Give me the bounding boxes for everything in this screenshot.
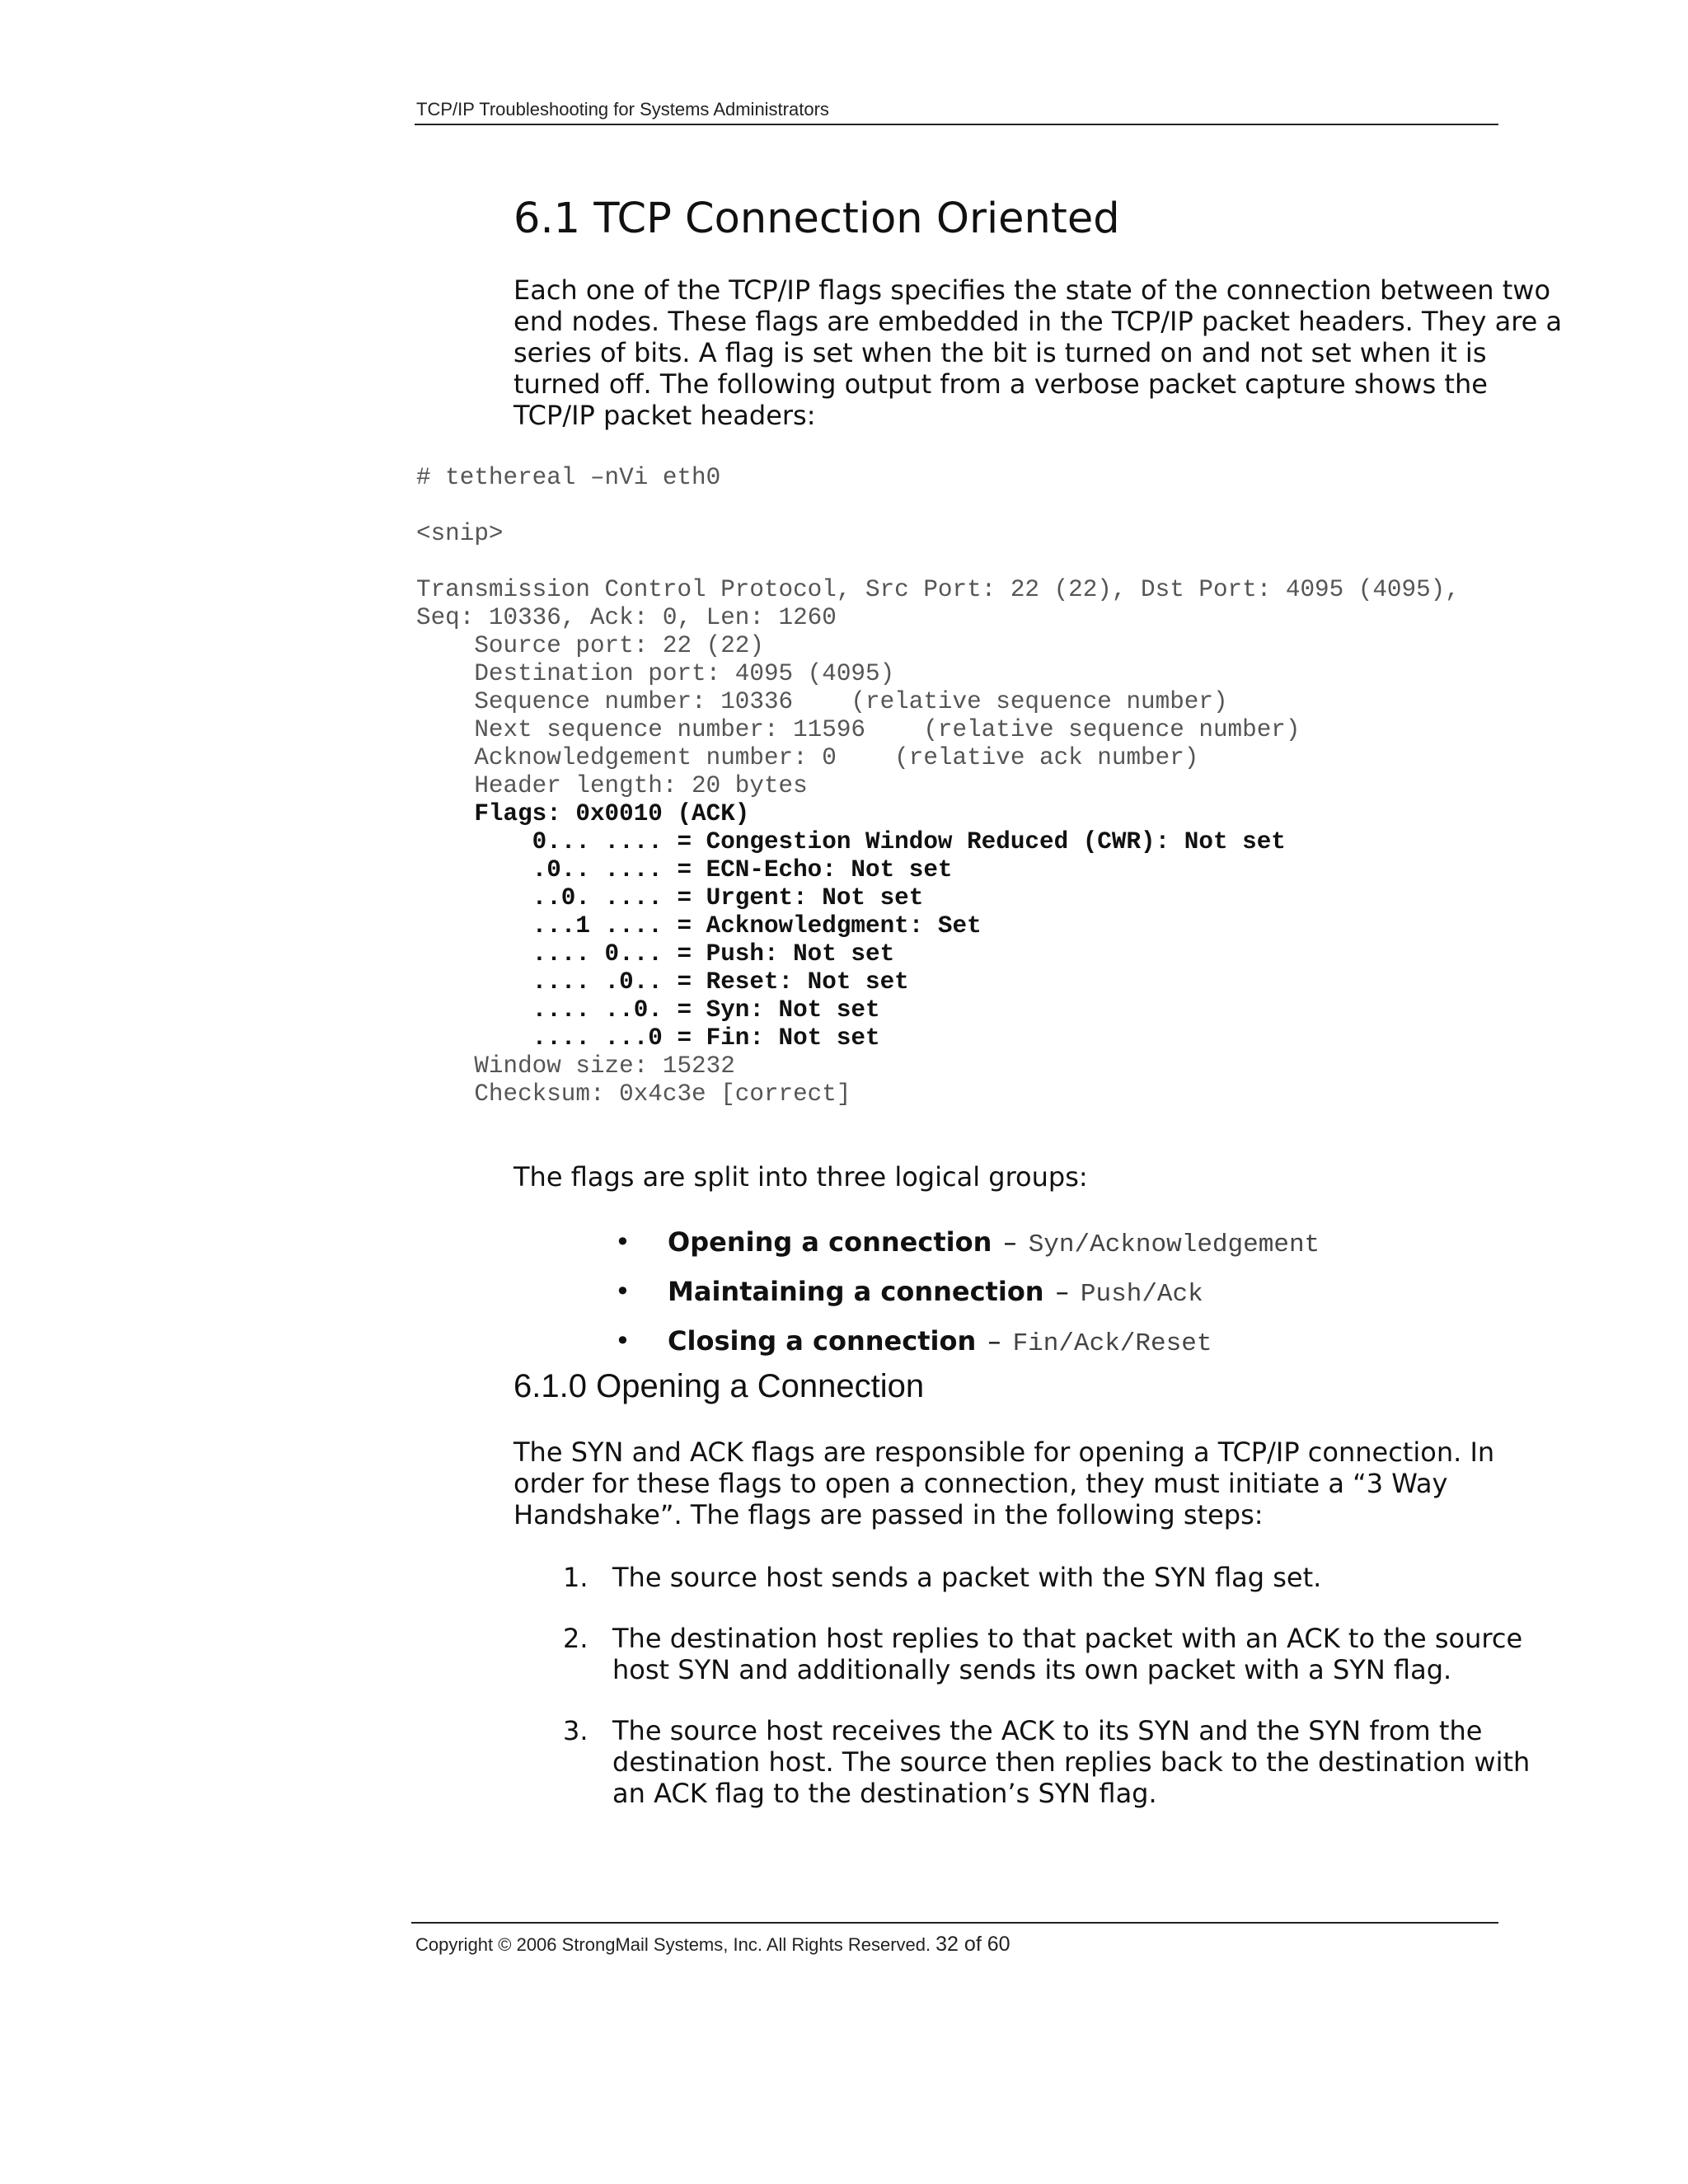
- step-line: The source host sends a packet with the SYN flag set.: [612, 1562, 1322, 1593]
- capture-flags-line: Flags: 0x0010 (ACK): [416, 800, 750, 827]
- capture-line: Destination port: 4095 (4095): [416, 660, 895, 687]
- group-dash: –: [1003, 1226, 1017, 1258]
- bullet-icon: •: [615, 1276, 631, 1307]
- capture-flag-bit: .... ..0. = Syn: Not set: [416, 996, 880, 1024]
- step-line: destination host. The source then replies back to the destination with: [612, 1746, 1531, 1778]
- intro-paragraph: [513, 274, 1563, 431]
- capture-line: Sequence number: 10336 (relative sequence number): [416, 688, 1228, 715]
- paragraph-line: Handshake”. The flags are passed in the following steps:: [513, 1499, 1264, 1530]
- capture-flag-bit: 0... .... = Congestion Window Reduced (CWR): Not set: [416, 828, 1286, 855]
- step-number: 2.: [563, 1623, 588, 1654]
- step-number: 1.: [563, 1562, 588, 1593]
- step-line: The destination host replies to that packet with an ACK to the source: [612, 1623, 1523, 1654]
- capture-flag-bit: .... 0... = Push: Not set: [416, 940, 895, 968]
- group-label: Opening a connection: [668, 1226, 992, 1258]
- footer-rule: [411, 1922, 1498, 1924]
- group-detail: Syn/Acknowledgement: [1028, 1230, 1320, 1259]
- paragraph-line: order for these flags to open a connection, they must initiate a “3 Way: [513, 1468, 1448, 1499]
- copyright-notice: Copyright © 2006 StrongMail Systems, Inc. All Rights Reserved.: [415, 1934, 931, 1955]
- bullet-icon: •: [615, 1226, 631, 1258]
- capture-line: Seq: 10336, Ack: 0, Len: 1260: [416, 604, 837, 631]
- group-dash: –: [1055, 1276, 1069, 1307]
- capture-line: Acknowledgement number: 0 (relative ack number): [416, 744, 1199, 771]
- capture-line: Next sequence number: 11596 (relative sequence number): [416, 716, 1301, 743]
- group-detail: Push/Ack: [1080, 1280, 1203, 1309]
- capture-line: Checksum: 0x4c3e [correct]: [416, 1080, 851, 1108]
- intro-line: end nodes. These flags are embedded in the TCP/IP packet headers. They are a: [513, 306, 1563, 337]
- group-detail: Fin/Ack/Reset: [1012, 1329, 1212, 1358]
- page-number: 32 of 60: [935, 1933, 1010, 1956]
- intro-line: series of bits. A flag is set when the bit is turned on and not set when it is: [513, 337, 1487, 368]
- capture-line: Window size: 15232: [416, 1052, 735, 1080]
- groups-intro: The flags are split into three logical groups:: [513, 1161, 1088, 1193]
- capture-flag-bit: ...1 .... = Acknowledgment: Set: [416, 912, 982, 940]
- step-text: [612, 1623, 1522, 1685]
- step-line: host SYN and additionally sends its own packet with a SYN flag.: [612, 1654, 1452, 1685]
- subsection-heading: 6.1.0 Opening a Connection: [513, 1368, 925, 1404]
- group-dash: –: [987, 1325, 1001, 1357]
- capture-flag-bit: .... ...0 = Fin: Not set: [416, 1024, 880, 1052]
- paragraph-line: The SYN and ACK flags are responsible for opening a TCP/IP connection. In: [513, 1436, 1495, 1468]
- intro-line: turned off. The following output from a verbose packet capture shows the: [513, 368, 1488, 400]
- bullet-icon: •: [615, 1325, 631, 1357]
- group-label: Closing a connection: [668, 1325, 977, 1357]
- capture-snip: <snip>: [416, 520, 504, 547]
- page-footer: [415, 1933, 1010, 1957]
- capture-line: Transmission Control Protocol, Src Port: 22 (22), Dst Port: 4095 (4095),: [416, 576, 1460, 603]
- step-text: [612, 1715, 1530, 1809]
- subsection-paragraph: [513, 1436, 1494, 1530]
- capture-line: Source port: 22 (22): [416, 632, 764, 659]
- capture-flag-bit: ..0. .... = Urgent: Not set: [416, 884, 924, 912]
- section-heading: 6.1 TCP Connection Oriented: [513, 194, 1120, 243]
- step-text: [612, 1562, 1321, 1593]
- intro-line: TCP/IP packet headers:: [513, 400, 816, 431]
- running-header: TCP/IP Troubleshooting for Systems Administrators: [416, 99, 829, 120]
- header-rule: [415, 124, 1498, 125]
- step-number: 3.: [563, 1715, 588, 1746]
- step-line: an ACK flag to the destination’s SYN flag.: [612, 1778, 1157, 1809]
- capture-flag-bit: .0.. .... = ECN-Echo: Not set: [416, 856, 953, 883]
- intro-line: Each one of the TCP/IP flags specifies the state of the connection between two: [513, 274, 1551, 306]
- group-label: Maintaining a connection: [668, 1276, 1044, 1307]
- capture-flag-bit: .... .0.. = Reset: Not set: [416, 968, 909, 996]
- step-line: The source host receives the ACK to its SYN and the SYN from the: [612, 1715, 1483, 1746]
- capture-line: Header length: 20 bytes: [416, 772, 808, 799]
- capture-command: # tethereal –nVi eth0: [416, 464, 721, 491]
